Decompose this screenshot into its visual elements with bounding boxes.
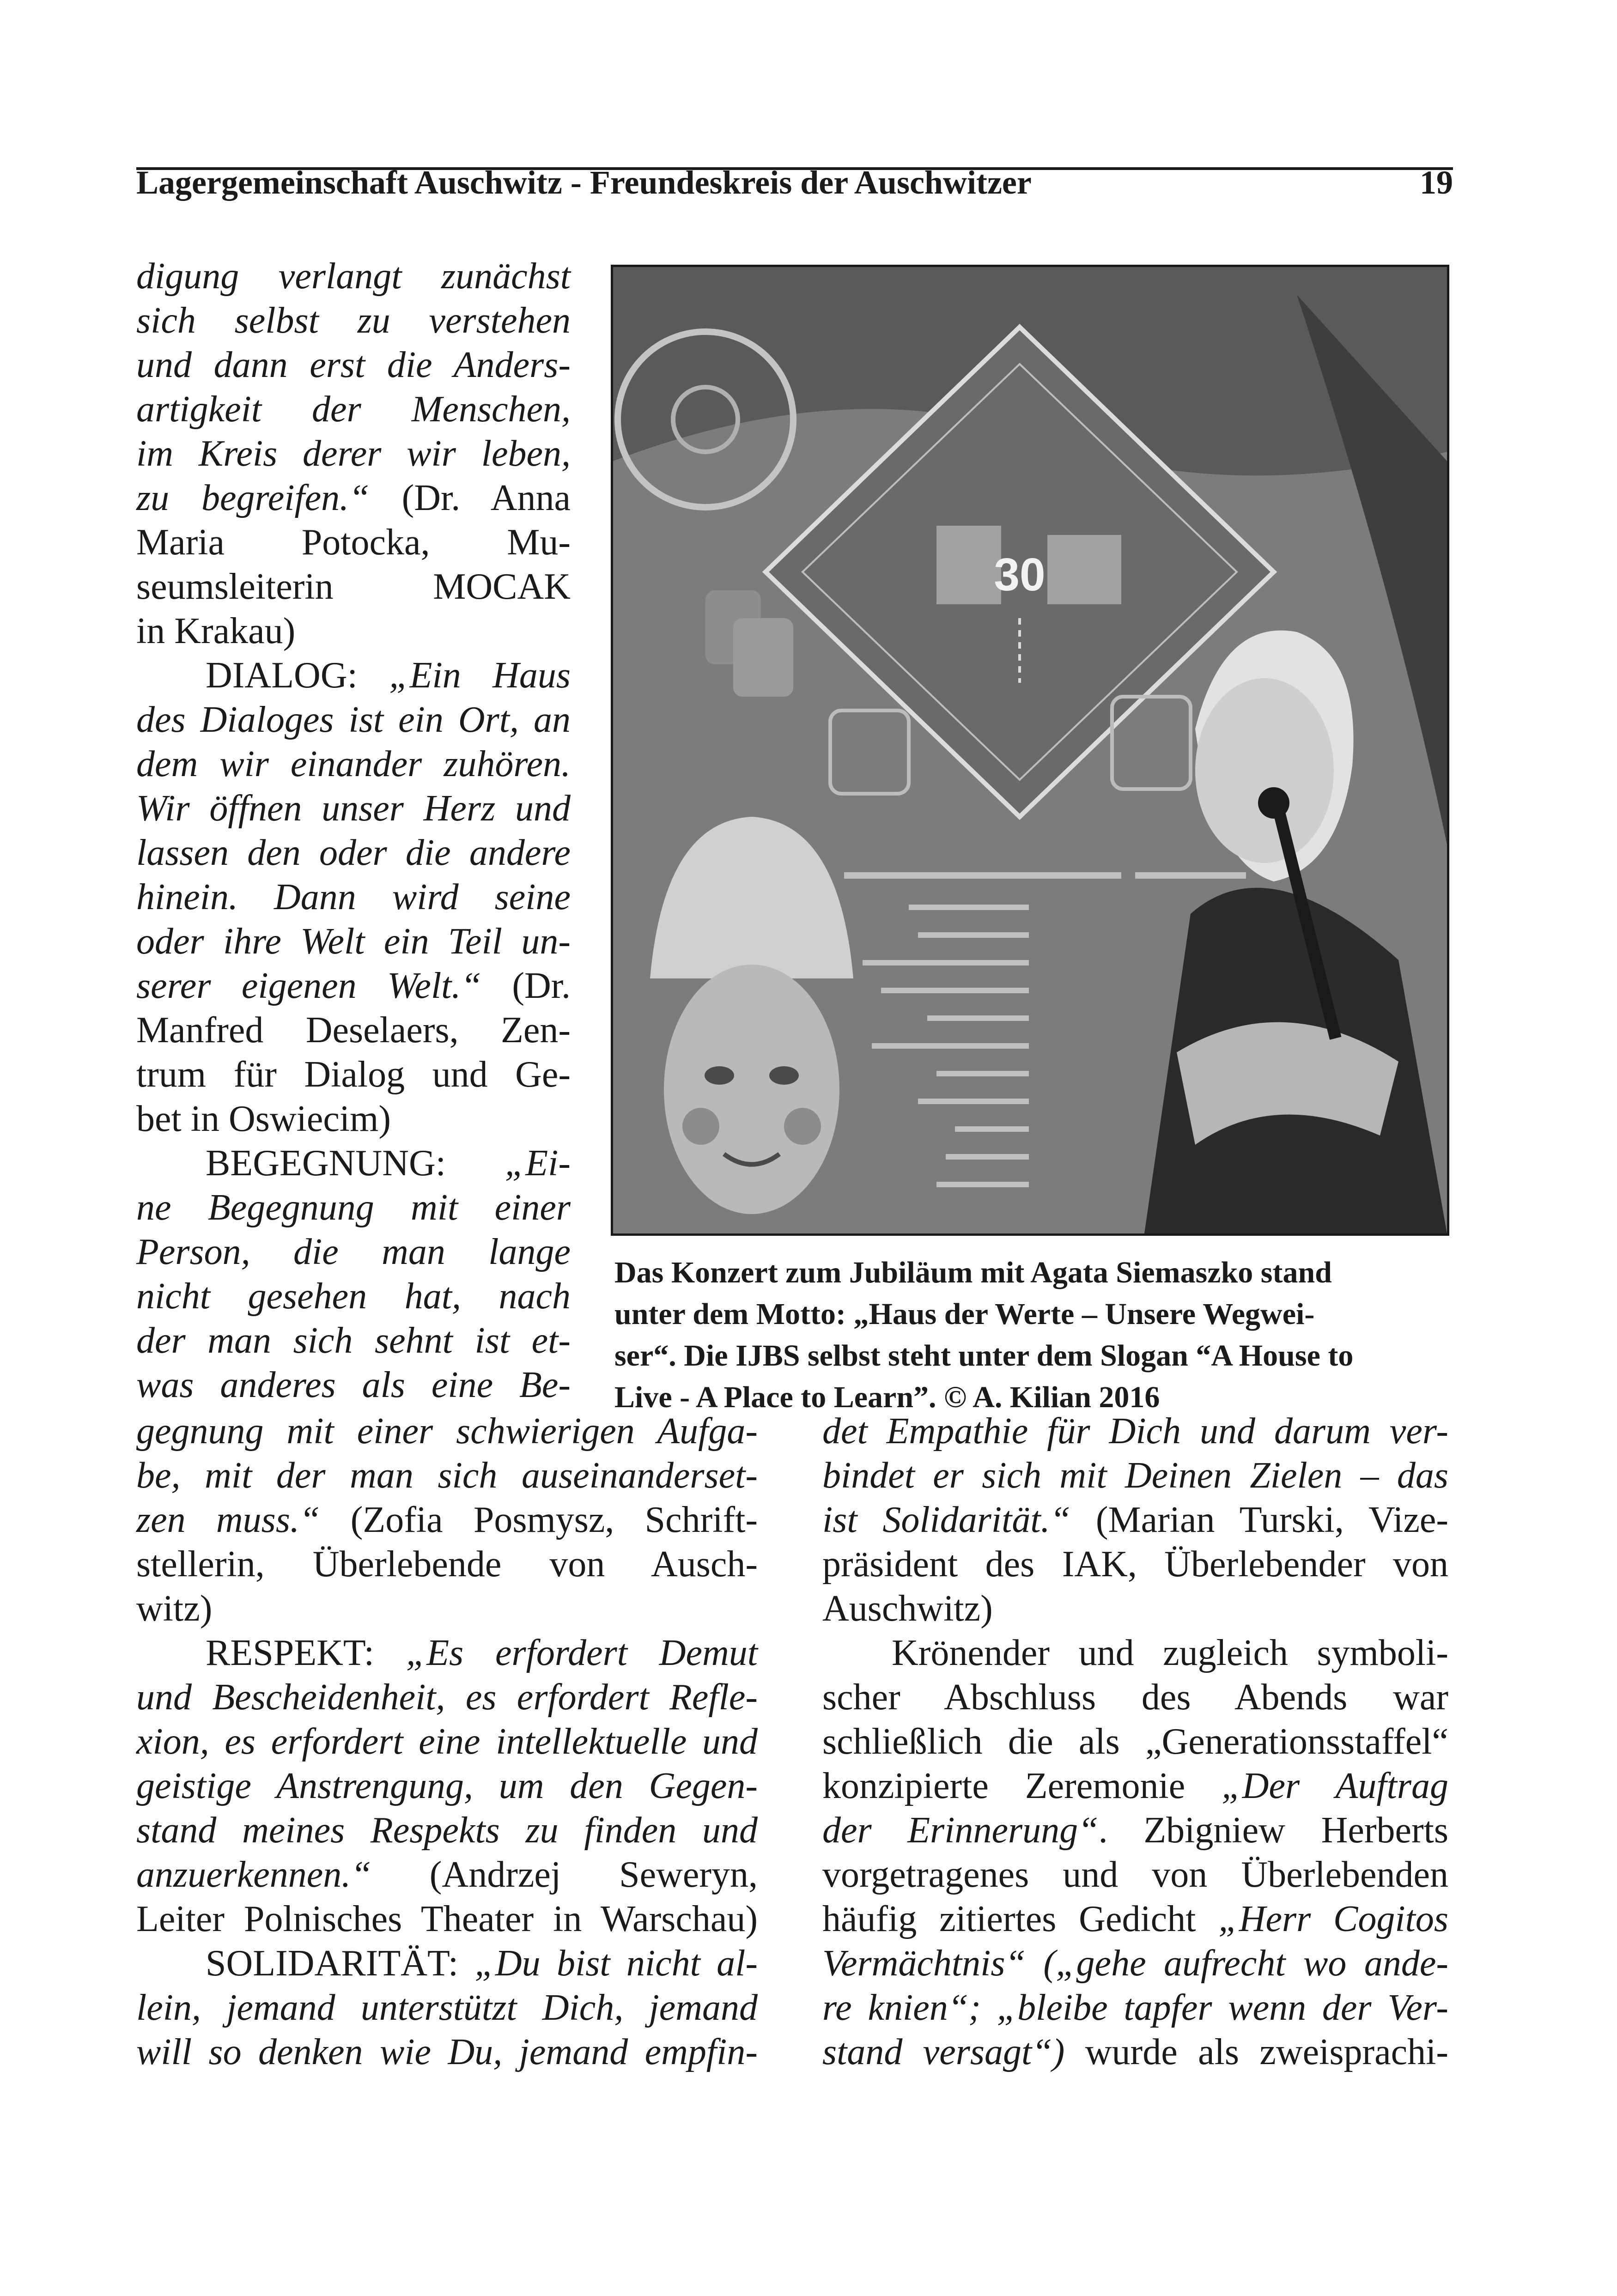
text-line	[136, 1318, 571, 1364]
text-line	[136, 1585, 758, 1632]
text-segment: vorgetragenes und von Überlebenden	[822, 1854, 1448, 1895]
italic-text: geistige Anstrengung, um den Gegen-	[136, 1766, 758, 1806]
text-line	[822, 2029, 1448, 2075]
italic-text: stand versagt“)	[822, 2032, 1065, 2072]
text-segment: häufig zitiertes Gedicht	[822, 1899, 1219, 1939]
italic-text: stand meines Respekts zu finden und	[136, 1810, 758, 1851]
text-line	[136, 2029, 758, 2075]
italic-text: und dann erst die Anders-	[136, 345, 571, 385]
text-line	[822, 1985, 1448, 2031]
text-segment: SOLIDARITÄT:	[206, 1943, 475, 1984]
text-segment: Auschwitz)	[822, 1588, 993, 1629]
text-line	[206, 1140, 571, 1186]
text-segment: präsident des IAK, Überlebender von	[822, 1544, 1448, 1585]
italic-text: serer eigenen Welt.“	[136, 966, 481, 1006]
text-segment: konzipierte Zeremonie	[822, 1766, 1222, 1806]
text-line	[136, 918, 571, 965]
text-line	[136, 1452, 758, 1499]
italic-text: sich selbst zu verstehen	[136, 300, 571, 341]
text-segment: (Marian Turski, Vize-	[1070, 1500, 1449, 1540]
italic-text: digung verlangt zunächst	[136, 256, 571, 297]
italic-text: will so denken wie Du, jemand empfin-	[136, 2032, 758, 2072]
text-segment: (Dr. Anna	[369, 478, 571, 518]
text-line	[136, 253, 571, 299]
text-line	[136, 1719, 758, 1765]
text-line	[822, 1541, 1448, 1587]
italic-text: oder ihre Welt ein Teil un-	[136, 921, 571, 962]
italic-text: im Kreis derer wir leben,	[136, 433, 571, 474]
caption-line: Das Konzert zum Jubiläum mit Agata Siemaszko stand	[614, 1256, 1332, 1289]
italic-text: dem wir einander zuhören.	[136, 744, 571, 784]
text-line	[206, 652, 571, 699]
italic-text: Vermächtnis“ („gehe aufrecht wo ande-	[822, 1943, 1448, 1984]
text-segment: stellerin, Überlebende von Ausch-	[136, 1544, 758, 1585]
concert-photo-illustration	[613, 267, 1447, 1233]
italic-text: Person, die man lange	[136, 1232, 571, 1272]
text-line	[136, 1674, 758, 1720]
svg-text:30: 30	[994, 549, 1046, 601]
italic-text: lein, jemand unterstützt Dich, jemand	[136, 1987, 758, 2028]
journal-title: Lagergemeinschaft Auschwitz - Freundeskreis der Auschwitzer	[136, 164, 1032, 201]
italic-text: der man sich sehnt ist et-	[136, 1320, 571, 1361]
text-line	[136, 519, 571, 565]
text-segment: Krönender und zugleich symboli-	[892, 1633, 1448, 1673]
text-line	[136, 386, 571, 432]
text-line	[136, 1807, 758, 1853]
caption-line: unter dem Motto: „Haus der Werte – Unsere Wegwei-	[614, 1297, 1315, 1331]
text-line	[136, 564, 571, 610]
text-line	[822, 1497, 1448, 1543]
text-segment: Leiter Polnisches Theater in Warschau)	[136, 1899, 758, 1939]
italic-text: „Ei-	[505, 1143, 571, 1184]
italic-text: des Dialoges ist ein Ort, an	[136, 699, 571, 740]
italic-text: ne Begegnung mit einer	[136, 1187, 571, 1228]
italic-text: zen muss.“	[136, 1500, 320, 1540]
text-line	[136, 298, 571, 344]
italic-text: artigkeit der Menschen,	[136, 389, 571, 430]
italic-text: hinein. Dann wird seine	[136, 877, 571, 917]
text-line	[136, 1184, 571, 1231]
text-segment: . Zbigniew Herberts	[1098, 1810, 1448, 1851]
italic-text: be, mit der man sich auseinanderset-	[136, 1455, 758, 1496]
italic-text: nicht gesehen hat, nach	[136, 1276, 571, 1317]
italic-text: zu begreifen.“	[136, 478, 370, 518]
text-line	[136, 785, 571, 832]
italic-text: und Bescheidenheit, es erfordert Refle-	[136, 1677, 758, 1718]
text-segment: seumsleiterin MOCAK	[136, 566, 571, 607]
text-line	[822, 1807, 1448, 1853]
text-line	[822, 1719, 1448, 1765]
text-line	[822, 1452, 1448, 1499]
text-line	[206, 1630, 758, 1676]
italic-text: „Der Auftrag	[1222, 1766, 1449, 1806]
text-line	[136, 697, 571, 743]
text-line	[136, 475, 571, 521]
text-line	[136, 1896, 758, 1942]
text-segment: Manfred Deselaers, Zen-	[136, 1010, 571, 1051]
text-line	[136, 1763, 758, 1809]
caption-line: ser“. Die IJBS selbst steht unter dem Slogan “A House to	[614, 1339, 1354, 1373]
text-line	[206, 1940, 758, 1986]
text-line	[892, 1630, 1448, 1676]
concert-photo	[611, 265, 1449, 1236]
text-line	[822, 1852, 1448, 1898]
italic-text: xion, es erfordert eine intellektuelle und	[136, 1721, 758, 1762]
italic-text: re knien“; „bleibe tapfer wenn der Ver-	[822, 1987, 1448, 2028]
text-line	[136, 874, 571, 920]
text-segment: RESPEKT:	[206, 1633, 406, 1673]
text-line	[136, 1007, 571, 1053]
text-segment: scher Abschluss des Abends war	[822, 1677, 1448, 1718]
text-line	[822, 1940, 1448, 1986]
caption-line: Live - A Place to Learn”. © A. Kilian 2016	[614, 1380, 1160, 1414]
text-line	[136, 830, 571, 876]
text-line	[136, 608, 571, 654]
italic-text: „Herr Cogitos	[1218, 1899, 1448, 1939]
italic-text: ist Solidarität.“	[822, 1500, 1071, 1540]
italic-text: „Es erfordert Demut	[406, 1633, 758, 1673]
text-line	[136, 1096, 571, 1142]
italic-text: det Empathie für Dich und darum ver-	[822, 1411, 1448, 1452]
italic-text: der Erinnerung“	[822, 1810, 1099, 1851]
page-number: 19	[1420, 164, 1453, 201]
text-segment: bet in Oswiecim)	[136, 1099, 391, 1139]
text-line	[136, 1985, 758, 2031]
italic-text: Wir öffnen unser Herz und	[136, 788, 571, 829]
text-segment: BEGEGNUNG:	[206, 1143, 505, 1184]
text-line	[136, 963, 571, 1009]
text-line	[136, 342, 571, 388]
italic-text: bindet er sich mit Deinen Zielen – das	[822, 1455, 1448, 1496]
text-segment: (Dr.	[481, 966, 571, 1006]
text-line	[136, 1541, 758, 1587]
text-line	[136, 1852, 758, 1898]
text-segment: in Krakau)	[136, 611, 296, 651]
italic-text: gegnung mit einer schwierigen Aufga-	[136, 1411, 758, 1452]
text-line	[136, 1229, 571, 1275]
text-segment: (Andrzej Seweryn,	[371, 1854, 758, 1895]
italic-text: „Du bist nicht al-	[474, 1943, 758, 1984]
italic-text: anzuerkennen.“	[136, 1854, 371, 1895]
text-segment: DIALOG:	[206, 655, 389, 696]
italic-text: lassen den oder die andere	[136, 832, 571, 873]
italic-text: „Ein Haus	[389, 655, 571, 696]
text-line	[822, 1674, 1448, 1720]
text-segment: (Zofia Posmysz, Schrift-	[320, 1500, 758, 1540]
text-segment: trum für Dialog und Ge-	[136, 1054, 571, 1095]
text-segment: witz)	[136, 1588, 213, 1629]
text-segment: wurde als zweisprachi-	[1064, 2032, 1448, 2072]
text-segment: schließlich die als „Generationsstaffel“	[822, 1721, 1448, 1762]
text-line	[822, 1763, 1448, 1809]
text-line	[136, 741, 571, 787]
text-line	[136, 1497, 758, 1543]
text-line	[136, 1273, 571, 1319]
text-line	[136, 1362, 571, 1408]
text-line	[822, 1896, 1448, 1942]
text-line	[822, 1585, 1448, 1632]
running-head	[136, 162, 1453, 201]
text-segment: Maria Potocka, Mu-	[136, 522, 571, 563]
text-line	[136, 1051, 571, 1098]
text-line	[136, 431, 571, 477]
italic-text: was anderes als eine Be-	[136, 1365, 571, 1405]
